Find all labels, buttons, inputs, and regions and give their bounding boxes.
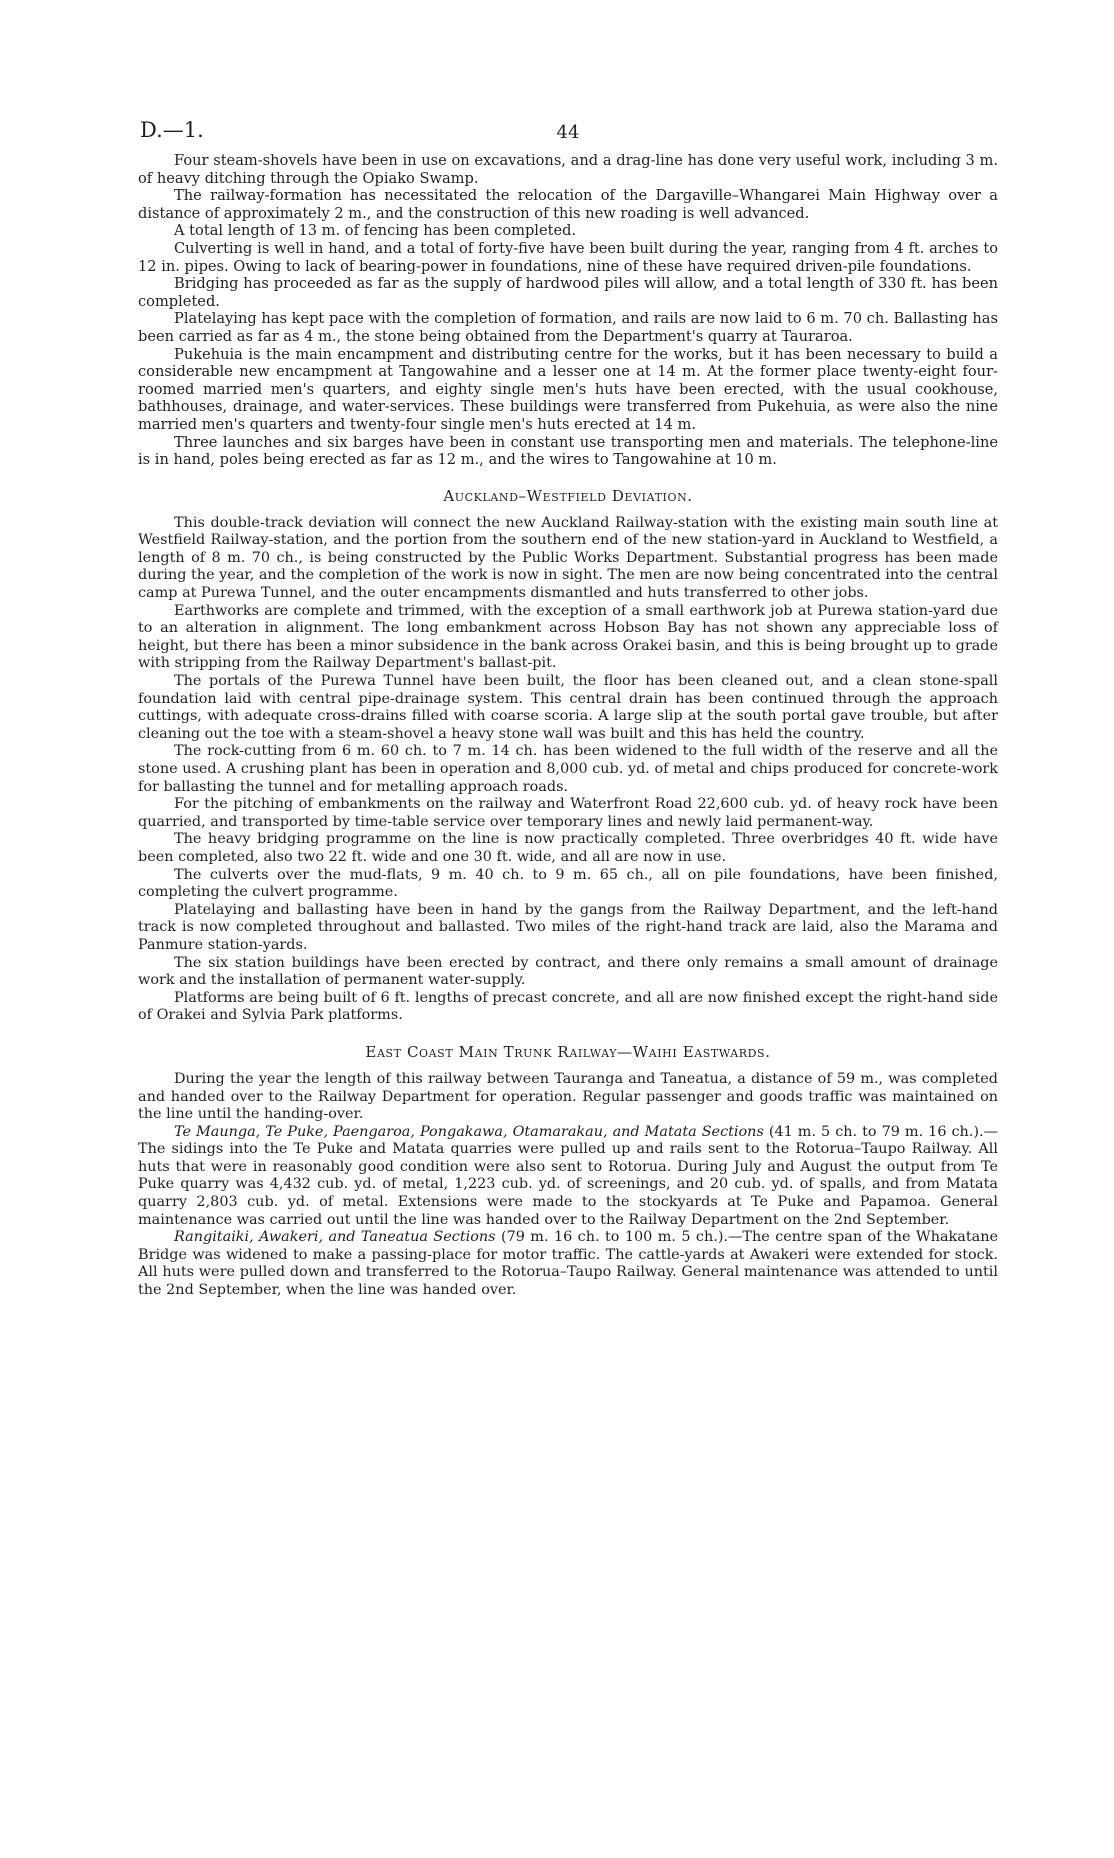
northern-works-section xyxy=(138,152,998,469)
page-number: 44 xyxy=(556,122,580,143)
document-page xyxy=(138,118,998,1300)
paragraph: Earthworks are complete and trimmed, with the exception of a small earthwork job at Purewa station-yard due to an alteration in alignment. The long embankment across Hobson Bay has not shown any appreciable loss of height, but there has been a minor subsidence in the bank across Orakei basin, and this is being brought up to grade with stripping from the Railway Department's ballast-pit. xyxy=(138,602,998,672)
section-heading-auckland-westfield: Auckland–Westfield Deviation. xyxy=(443,486,693,505)
page-header xyxy=(138,118,998,152)
section-title-te-maunga: Te Maunga, Te Puke, Paengaroa, Pongakawa, Otamarakau, and Matata Sections xyxy=(174,1123,764,1140)
paragraph: The railway-formation has necessitated the relocation of the Dargaville–Whangarei Main Highway over a distance of approximately 2 m., and the construction of this new roading is well advanced. xyxy=(138,187,998,222)
document-reference: D.—1. xyxy=(140,118,204,142)
paragraph: A total length of 13 m. of fencing has been completed. xyxy=(174,222,577,240)
paragraph: This double-track deviation will connect the new Auckland Railway-station with the existing main south line at Westfield Railway-station, and the portion from the southern end of the new station-yard in Auckland to Westfield, a length of 8 m. 70 ch., is being constructed by the Public Works Department. Substantial progress has been made during the year, and the completion of the work is now in sight. The men are now being concentrated into the central camp at Purewa Tunnel, and the outer encampments dismantled and huts transferred to other jobs. xyxy=(138,514,998,602)
section-text-rangitaiki: (79 m. 16 ch. to 100 m. 5 ch.).—The centre span of the Whakatane Bridge was widened to make a passing-place for motor traffic. The cattle-yards at Awakeri were extended for stock. All huts were pulled down and transferred to the Rotorua–Taupo Railway. General maintenance was attended to until the 2nd September, when the line was handed over. xyxy=(138,1229,998,1299)
paragraph: Three launches and six barges have been in constant use transporting men and materials. The telephone-line is in hand, poles being erected as far as 12 m., and the wires to Tangowahine at 10 m. xyxy=(138,433,998,469)
paragraph: Platelaying has kept pace with the completion of formation, and rails are now laid to 6 m. 70 ch. Ballasting has been carried as far as 4 m., the stone being obtained from the Department's quarry at Tauraroa. xyxy=(138,310,998,345)
section-title-rangitaiki: Rangitaiki, Awakeri, and Taneatua Sections xyxy=(174,1229,496,1246)
paragraph-rangitaiki-sections xyxy=(138,1229,998,1299)
auckland-westfield-section xyxy=(138,515,998,1025)
paragraph: Pukehuia is the main encampment and distributing centre for the works, but it has been necessary to build a considerable new encampment at Tangowahine and a lesser one at 14 m. At the former place twenty-eight four-roomed married men's quarters, and eighty single men's huts have been erected, with the usual cookhouse, bathhouses, drainage, and water-services. These buildings were transferred from Pukehuia, as were also the nine married men's quarters and twenty-four single men's huts erected at 14 m. xyxy=(138,345,998,433)
paragraph: The rock-cutting from 6 m. 60 ch. to 7 m. 14 ch. has been widened to the full width of the reserve and all the stone used. A crushing plant has been in operation and 8,000 cub. yd. of metal and chips produced for concrete-work for ballasting the tunnel and for metalling approach roads. xyxy=(138,743,998,795)
paragraph: Bridging has proceeded as far as the supply of hardwood piles will allow, and a total length of 330 ft. has been completed. xyxy=(138,275,998,310)
paragraph: For the pitching of embankments on the railway and Waterfront Road 22,600 cub. yd. of heavy rock have been quarried, and transported by time-table service over temporary lines and newly laid permanent-way. xyxy=(138,796,998,830)
paragraph: The heavy bridging programme on the line is now practically completed. Three overbridges 40 ft. wide have been completed, also two 22 ft. wide and one 30 ft. wide, and all are now in use. xyxy=(138,831,998,865)
paragraph: During the year the length of this railway between Tauranga and Taneatua, a distance of 59 m., was completed and handed over to the Railway Department for operation. Regular passenger and goods traffic was maintained on the line until the handing-over. xyxy=(138,1070,998,1123)
section-text-te-maunga: (41 m. 5 ch. to 79 m. 16 ch.).—The sidings into the Te Puke and Matata quarries were pulled up and rails sent to the Rotorua–Taupo Railway. All huts that were in reasonably good condition were also sent to Rotorua. During July and August the output from Te Puke quarry was 4,432 cub. yd. of metal, 1,223 cub. yd. of screenings, and 20 cub. yd. of spalls, and from Matata quarry 2,803 cub. yd. of metal. Extensions were made to the stockyards at Te Puke and Papamoa. General maintenance was carried out until the line was handed over to the Railway Department on the 2nd September. xyxy=(138,1123,998,1228)
east-coast-section xyxy=(138,1071,998,1300)
paragraph: Platelaying and ballasting have been in hand by the gangs from the Railway Department, and the left-hand track is now completed throughout and ballasted. Two miles of the right-hand track are laid, also the Marama and Panmure station-yards. xyxy=(138,901,998,953)
paragraph: Platforms are being built of 6 ft. lengths of precast concrete, and all are now finished except the right-hand side of Orakei and Sylvia Park platforms. xyxy=(138,989,998,1024)
section-heading-east-coast: East Coast Main Trunk Railway—Waihi Eastwards. xyxy=(365,1042,771,1061)
paragraph: The six station buildings have been erected by contract, and there only remains a small amount of drainage work and the installation of permanent water-supply. xyxy=(138,954,998,989)
paragraph-te-maunga-sections xyxy=(138,1124,998,1230)
paragraph: Four steam-shovels have been in use on excavations, and a drag-line has done very useful work, including 3 m. of heavy ditching through the Opiako Swamp. xyxy=(138,152,998,187)
paragraph: The culverts over the mud-flats, 9 m. 40 ch. to 9 m. 65 ch., all on pile foundations, have been finished, completing the culvert programme. xyxy=(138,866,998,901)
paragraph: The portals of the Purewa Tunnel have been built, the floor has been cleaned out, and a clean stone-spall foundation laid with central pipe-drainage system. This central drain has been continued through the approach cuttings, with adequate cross-drains filled with coarse scoria. A large slip at the south portal gave trouble, but after cleaning out the toe with a steam-shovel a heavy stone wall was built and this has held the country. xyxy=(138,673,998,742)
paragraph: Culverting is well in hand, and a total of forty-five have been built during the year, ranging from 4 ft. arches to 12 in. pipes. Owing to lack of bearing-power in foundations, nine of these have required driven-pile foundations. xyxy=(138,239,998,275)
